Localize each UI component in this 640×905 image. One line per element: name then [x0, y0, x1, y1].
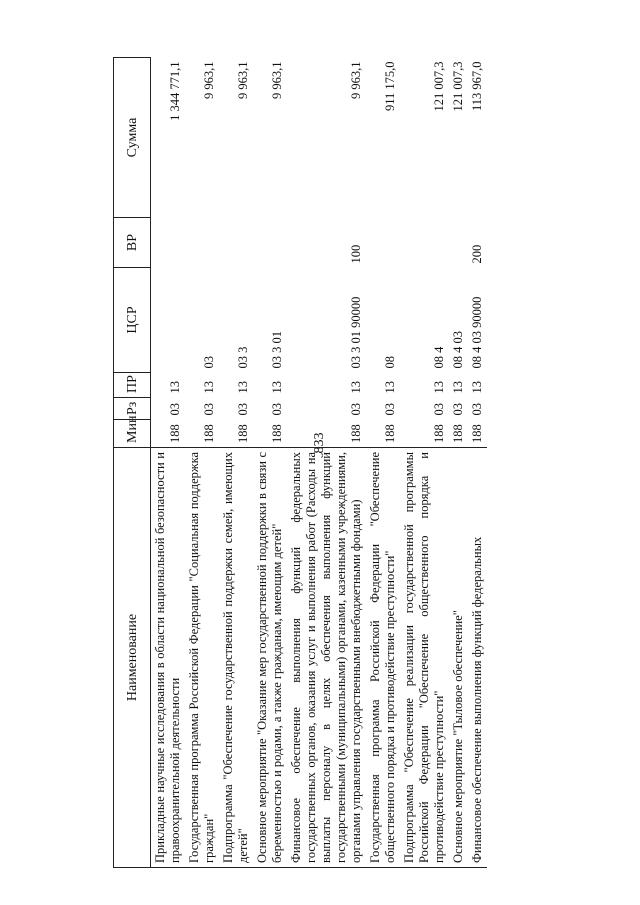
row-rz: 03 [383, 403, 397, 416]
row-csr: 08 4 03 90000 [470, 296, 484, 369]
header-vr: ВР [114, 218, 151, 268]
row-min: 188 [451, 424, 465, 443]
table-header-row [114, 58, 151, 868]
row-name: Финансовое обеспечение выполнения функций федеральных государственных органов, оказания услуг и выполнения работ (Расходы на выплаты персоналу в целях обеспечения выполнения функций государственными (муниципальными) органами, казенными учреждениями, органами управления государственными внебюджетными фондами) [287, 448, 366, 868]
row-vr: 200 [470, 244, 484, 264]
row-csr: 08 [383, 356, 397, 369]
row-rz: 03 [168, 403, 182, 416]
table-row [468, 58, 487, 868]
header-csr: ЦСР [114, 268, 151, 373]
row-pr: 13 [349, 381, 363, 394]
row-min: 188 [168, 424, 182, 443]
row-pr: 13 [432, 381, 446, 394]
row-vr [151, 218, 186, 268]
row-name: Финансовое обеспечение выполнения функций федеральных [468, 448, 487, 868]
row-sum: 9 963,1 [202, 61, 216, 99]
table-row [151, 58, 186, 868]
row-sum: 121 007,3 [451, 61, 465, 112]
row-min: 188 [349, 424, 363, 443]
row-name: Государственная программа Российской Федерации "Социальная поддержка граждан" [185, 448, 219, 868]
row-csr: 03 3 [236, 346, 250, 369]
table-row [185, 58, 219, 868]
row-csr: 08 4 [432, 346, 446, 369]
row-rz: 03 [432, 403, 446, 416]
row-csr [151, 268, 186, 373]
row-sum: 9 963,1 [349, 61, 363, 99]
row-vr [219, 218, 253, 268]
budget-table-sheet [113, 58, 603, 868]
row-min: 188 [432, 424, 446, 443]
row-csr: 08 4 03 [451, 331, 465, 369]
table-row [253, 58, 287, 868]
row-sum: 1 344 771,1 [168, 61, 182, 121]
row-name: Прикладные научные исследования в области национальной безопасности и правоохранительной деятельности [151, 448, 186, 868]
row-csr: 03 [202, 356, 216, 369]
row-name: Подпрограмма "Обеспечение реализации государственной программы Российской Федерации "Обеспечение общественного порядка и противодействие преступности" [400, 448, 449, 868]
row-name: Основное мероприятие "Тыловое обеспечение" [449, 448, 468, 868]
header-rz: Рз [114, 398, 151, 420]
row-min: 188 [470, 424, 484, 443]
table-row [400, 58, 449, 868]
row-csr: 03 3 01 [270, 331, 284, 369]
row-rz: 03 [270, 403, 284, 416]
table-row [449, 58, 468, 868]
row-pr: 13 [383, 381, 397, 394]
table-row [219, 58, 253, 868]
row-sum: 9 963,1 [236, 61, 250, 99]
budget-table [113, 57, 487, 868]
row-pr: 13 [236, 381, 250, 394]
row-vr [366, 218, 400, 268]
row-name: Основное мероприятие "Оказание мер государственной поддержки в связи с беременностью и родами, а также гражданам, имеющим детей" [253, 448, 287, 868]
row-min: 188 [270, 424, 284, 443]
row-rz: 03 [349, 403, 363, 416]
row-csr: 03 3 01 90000 [349, 296, 363, 369]
row-min: 188 [202, 424, 216, 443]
row-vr [253, 218, 287, 268]
row-vr [185, 218, 219, 268]
table-row [287, 58, 366, 868]
row-name: Подпрограмма "Обеспечение государственной поддержки семей, имеющих детей" [219, 448, 253, 868]
row-pr: 13 [168, 381, 182, 394]
row-pr: 13 [470, 381, 484, 394]
row-min: 188 [383, 424, 397, 443]
row-vr: 100 [349, 244, 363, 264]
row-sum: 121 007,3 [432, 61, 446, 112]
row-pr: 13 [451, 381, 465, 394]
row-pr: 13 [270, 381, 284, 394]
row-rz: 03 [451, 403, 465, 416]
row-rz: 03 [470, 403, 484, 416]
row-sum: 911 175,0 [383, 61, 397, 112]
page-number: 833 [312, 432, 327, 454]
row-rz: 03 [202, 403, 216, 416]
header-sum: Сумма [114, 58, 151, 218]
table-row [366, 58, 400, 868]
row-pr: 13 [202, 381, 216, 394]
row-name: Государственная программа Российской Федерации "Обеспечение общественного порядка и противодействие преступности" [366, 448, 400, 868]
row-vr [400, 218, 449, 268]
row-sum: 113 967,0 [470, 61, 484, 112]
row-vr [449, 218, 468, 268]
row-min: 188 [236, 424, 250, 443]
header-pr: ПР [114, 373, 151, 398]
header-name: Наименование [114, 448, 151, 868]
row-sum: 9 963,1 [270, 61, 284, 99]
row-rz: 03 [236, 403, 250, 416]
header-min: Мин [114, 420, 151, 448]
